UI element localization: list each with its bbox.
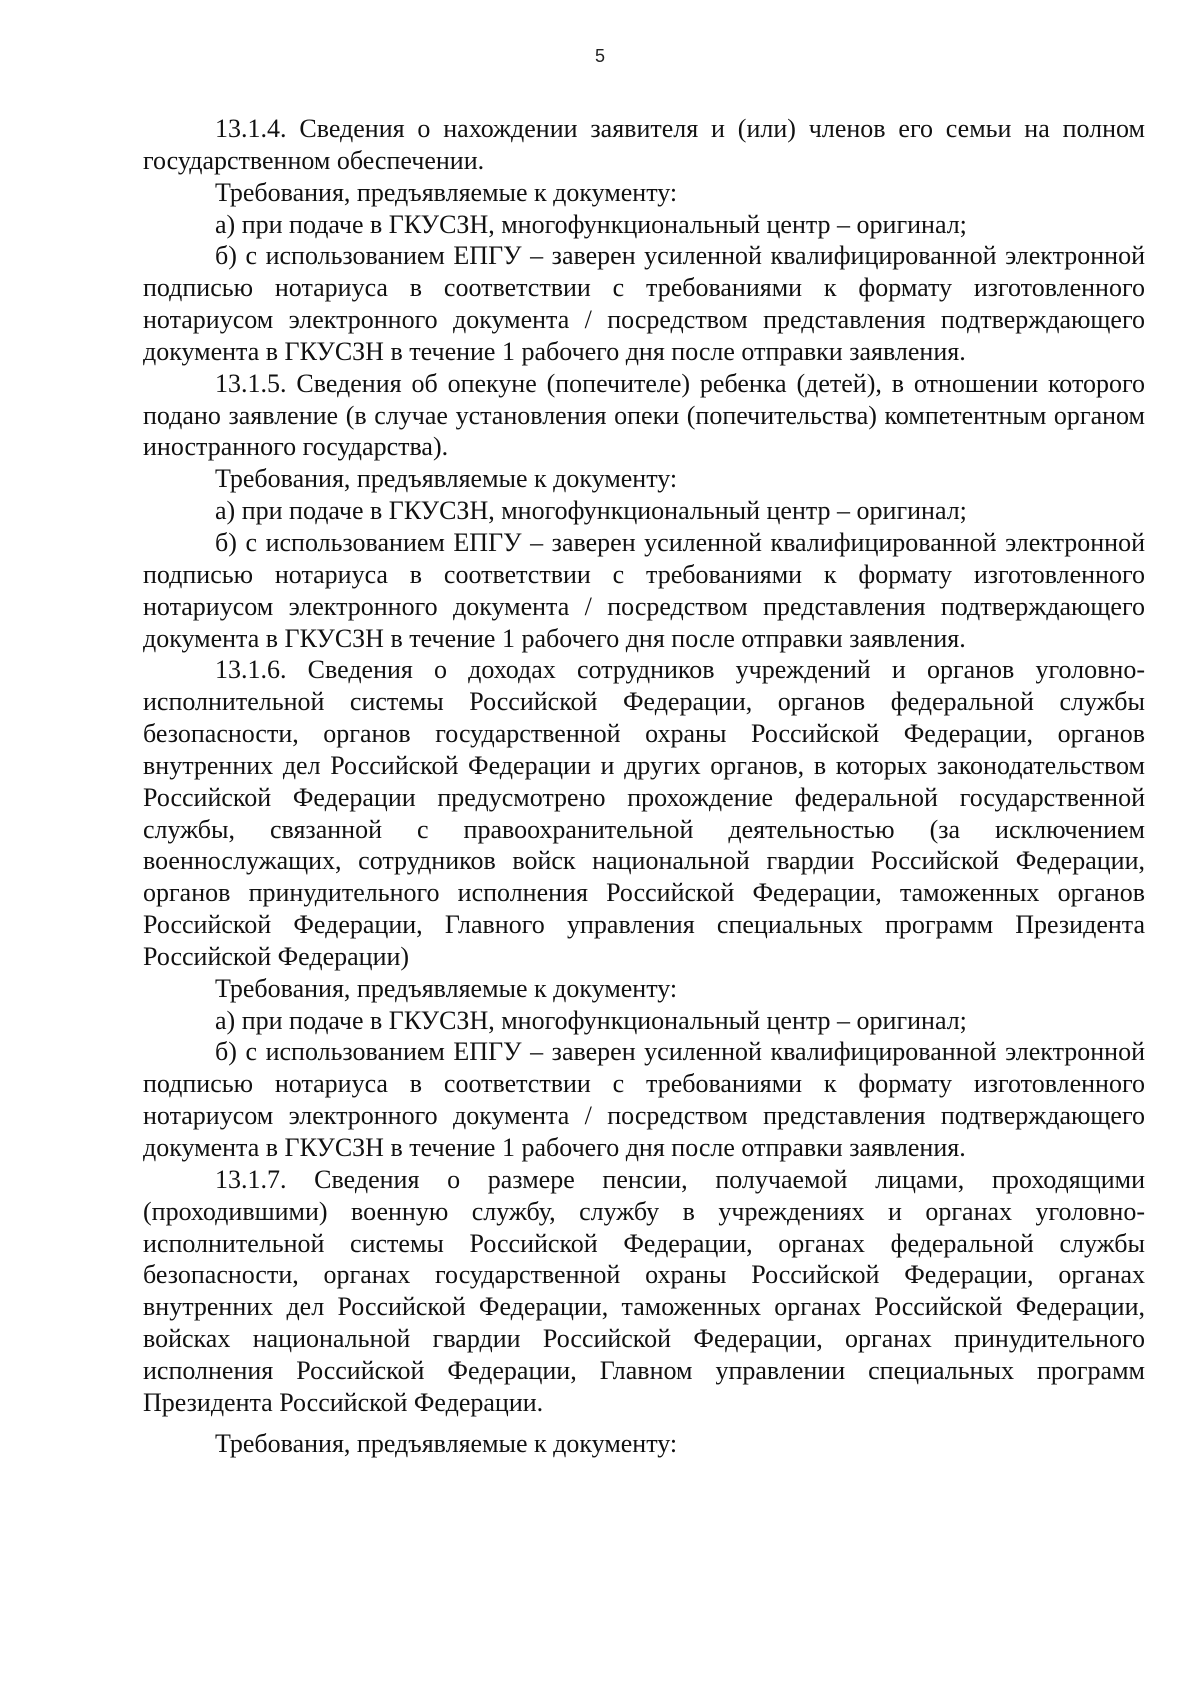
requirement-b: б) с использованием ЕПГУ – заверен усиленной квалифицированной электронной подписью нотариуса в соответствии с требованиями к формату изготовленного нотариусом электронного документа / посредством представления подтверждающего документа в ГКУСЗН в течение 1 рабочего дня после отправки заявления. bbox=[143, 1037, 1145, 1162]
requirement-b: б) с использованием ЕПГУ – заверен усиленной квалифицированной электронной подписью нотариуса в соответствии с требованиями к формату изготовленного нотариусом электронного документа / посредством представления подтверждающего документа в ГКУСЗН в течение 1 рабочего дня после отправки заявления. bbox=[143, 527, 1145, 653]
requirements-heading: Требования, предъявляемые к документу: bbox=[215, 464, 678, 494]
document-body bbox=[143, 113, 1145, 1459]
requirement-a: а) при подаче в ГКУСЗН, многофункциональный центр – оригинал; bbox=[215, 209, 967, 239]
paragraph-13-1-5: 13.1.5. Сведения об опекуне (попечителе) ребенка (детей), в отношении которого подано заявление (в случае установления опеки (попечительства) компетентным органом иностранного государства). bbox=[143, 368, 1145, 462]
requirements-heading: Требования, предъявляемые к документу: bbox=[215, 973, 678, 1003]
paragraph-13-1-7: 13.1.7. Сведения о размере пенсии, получаемой лицами, проходящими (проходившими) военную службу, службу в учреждениях и органах уголовно-исполнительной системы Российской Федерации, органах федеральной службы безопасности, органах государственной охраны Российской Федерации, органах внутренних дел Российской Федерации, таможенных органах Российской Федерации, войсках национальной гвардии Российской Федерации, органах принудительного исполнения Российской Федерации, Главном управлении специальных программ Президента Российской Федерации. bbox=[143, 1164, 1145, 1417]
requirement-a: а) при подаче в ГКУСЗН, многофункциональный центр – оригинал; bbox=[215, 1005, 967, 1035]
paragraph-13-1-6: 13.1.6. Сведения о доходах сотрудников учреждений и органов уголовно-исполнительной системы Российской Федерации, органов федеральной службы безопасности, органов государственной охраны Российской Федерации, органов внутренних дел Российской Федерации и других органов, в которых законодательством Российской Федерации предусмотрено прохождение федеральной государственной службы, связанной с правоохранительной деятельностью (за исключением военнослужащих, сотрудников войск национальной гвардии Российской Федерации, органов принудительного исполнения Российской Федерации, таможенных органов Российской Федерации, Главного управления специальных программ Президента Российской Федерации) bbox=[143, 655, 1145, 971]
requirement-b: б) с использованием ЕПГУ – заверен усиленной квалифицированной электронной подписью нотариуса в соответствии с требованиями к формату изготовленного нотариусом электронного документа / посредством представления подтверждающего документа в ГКУСЗН в течение 1 рабочего дня после отправки заявления. bbox=[143, 241, 1145, 366]
paragraph-13-1-4: 13.1.4. Сведения о нахождении заявителя и (или) членов его семьи на полном государственном обеспечении. bbox=[143, 114, 1145, 175]
page-number: 5 bbox=[594, 46, 605, 66]
requirement-a: а) при подаче в ГКУСЗН, многофункциональный центр – оригинал; bbox=[215, 496, 967, 526]
requirements-heading: Требования, предъявляемые к документу: bbox=[215, 1428, 678, 1458]
requirements-heading: Требования, предъявляемые к документу: bbox=[215, 177, 678, 207]
